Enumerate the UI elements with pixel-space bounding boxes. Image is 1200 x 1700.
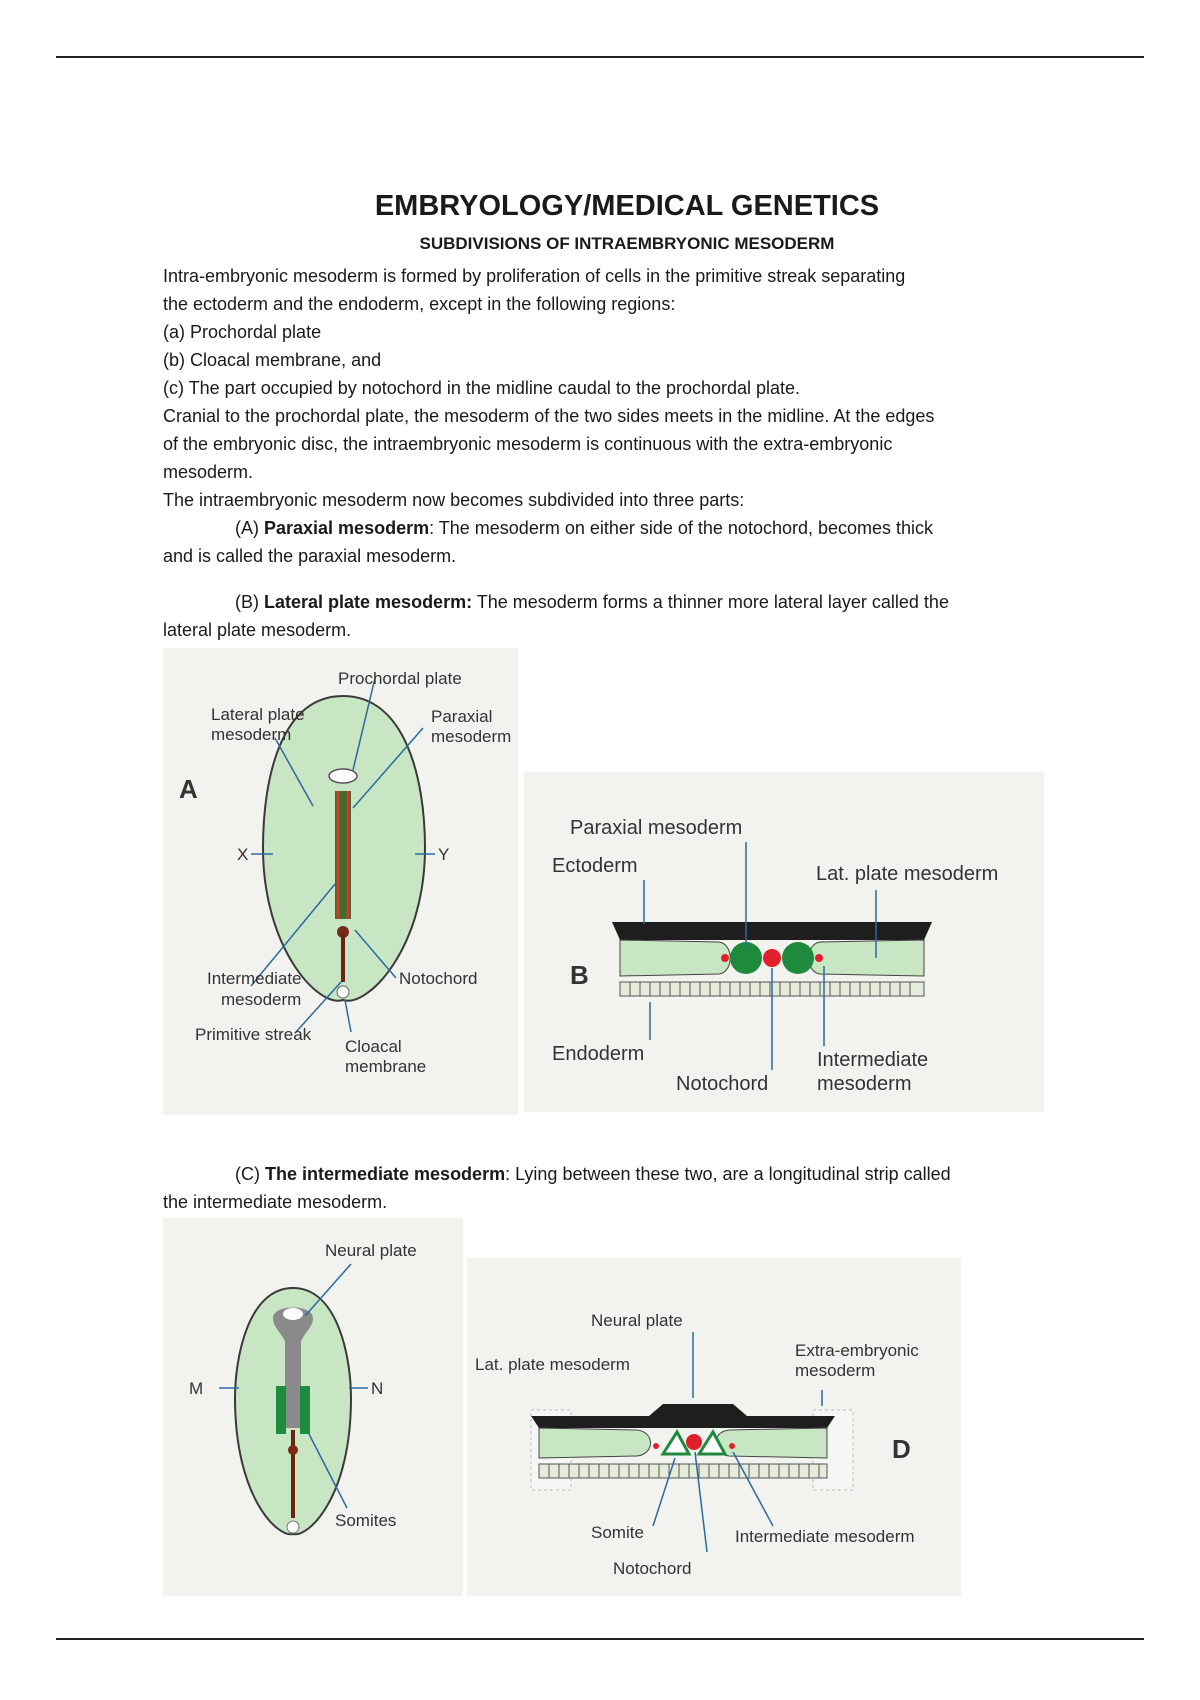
p2-line3: mesoderm.: [163, 462, 254, 482]
paraxial-right-b: [782, 942, 814, 974]
part-a-term: Paraxial mesoderm: [264, 518, 430, 538]
part-c-line1: [163, 1164, 951, 1184]
part-a-line2: and is called the paraxial mesoderm.: [163, 546, 457, 566]
lateral-plate-left-b: [620, 940, 730, 976]
label-neural-plate-d: Neural plate: [591, 1311, 683, 1330]
list-item-c: (c) The part occupied by notochord in the midline caudal to the prochordal plate.: [163, 378, 801, 398]
primitive-node-c: [288, 1445, 298, 1455]
label-intermediate-d: Intermediate mesoderm: [735, 1527, 915, 1546]
label-paraxial-b: Paraxial mesoderm: [570, 817, 743, 839]
intermediate-left-d: [653, 1443, 659, 1449]
prochordal-plate-shape: [329, 769, 357, 783]
label-extra-embryonic-2: mesoderm: [795, 1361, 876, 1380]
label-notochord-d: Notochord: [613, 1559, 692, 1578]
lateral-plate-left-d: [539, 1428, 651, 1458]
p2-line2: of the embryonic disc, the intraembryonic mesoderm is continuous with the extra-embryonic: [163, 434, 893, 454]
label-intermediate-b-1: Intermediate: [817, 1049, 929, 1071]
part-c-paragraph: [163, 1160, 1103, 1216]
part-a-prefix: (A): [235, 518, 264, 538]
label-paraxial-1: Paraxial: [431, 707, 493, 726]
page-subtitle: SUBDIVISIONS OF INTRAEMBRYONIC MESODERM: [419, 234, 835, 253]
figure-d: [467, 1258, 961, 1596]
notochord-b: [763, 949, 781, 967]
part-b-rest: The mesoderm forms a thinner more lateral layer called the: [472, 592, 949, 612]
part-c-line2: the intermediate mesoderm.: [163, 1192, 388, 1212]
p3-line: The intraembryonic mesoderm now becomes subdivided into three parts:: [163, 490, 745, 510]
part-b-line2: lateral plate mesoderm.: [163, 620, 352, 640]
label-extra-embryonic-1: Extra-embryonic: [795, 1341, 919, 1360]
label-ectoderm-b: Ectoderm: [552, 855, 638, 877]
intermediate-right-b: [815, 954, 823, 962]
figure-b: [524, 772, 1044, 1112]
p1-line1: Intra-embryonic mesoderm is formed by proliferation of cells in the primitive streak separating: [163, 266, 906, 286]
lateral-plate-right-b: [809, 940, 924, 976]
part-b-paragraph: [163, 588, 1103, 644]
label-m: M: [189, 1379, 204, 1398]
part-c-term: The intermediate mesoderm: [265, 1164, 506, 1184]
label-notochord-b: Notochord: [676, 1073, 769, 1095]
label-n: N: [371, 1379, 384, 1398]
p2-line1: Cranial to the prochordal plate, the mesoderm of the two sides meets in the midline. At the edges: [163, 406, 935, 426]
part-b-prefix: (B): [235, 592, 264, 612]
figure-a: [163, 648, 518, 1115]
figure-a-letter: A: [179, 774, 198, 804]
label-lat-plate-d: Lat. plate mesoderm: [475, 1355, 630, 1374]
figure-b-letter: B: [570, 960, 589, 990]
label-primitive-streak: Primitive streak: [195, 1025, 312, 1044]
notochord-d: [686, 1434, 702, 1450]
intro-paragraph: [163, 262, 1103, 570]
cloacal-membrane-shape: [337, 986, 349, 998]
page-title: EMBRYOLOGY/MEDICAL GENETICS: [374, 190, 880, 222]
label-lateral-plate-2: mesoderm: [211, 725, 292, 744]
somites-right: [300, 1386, 310, 1434]
part-b-term: Lateral plate mesoderm:: [264, 592, 473, 612]
label-neural-plate-c: Neural plate: [325, 1241, 417, 1260]
label-notochord-a: Notochord: [399, 969, 478, 988]
lateral-plate-right-d: [716, 1428, 828, 1458]
neural-plate-highlight: [283, 1308, 303, 1320]
part-a-rest: : The mesoderm on either side of the notochord, becomes thick: [429, 518, 934, 538]
cloacal-membrane-c: [287, 1521, 299, 1533]
ectoderm-layer-b: [612, 922, 932, 940]
label-lateral-plate-1: Lateral plate: [211, 705, 305, 724]
list-item-a: (a) Prochordal plate: [163, 322, 322, 342]
figure-c: [163, 1218, 463, 1596]
intermediate-right-d: [729, 1443, 735, 1449]
label-intermediate-b-2: mesoderm: [817, 1073, 912, 1095]
label-y: Y: [438, 845, 450, 864]
part-b-line1: [163, 592, 949, 612]
somites-left: [276, 1386, 286, 1434]
label-somite-d: Somite: [591, 1523, 644, 1542]
figure-d-letter: D: [892, 1434, 911, 1464]
top-rule: [56, 56, 1144, 58]
part-a-line1: [163, 518, 933, 538]
part-c-rest: : Lying between these two, are a longitudinal strip called: [505, 1164, 951, 1184]
part-c-prefix: (C): [235, 1164, 265, 1184]
label-endoderm-b: Endoderm: [552, 1043, 645, 1065]
label-prochordal-plate: Prochordal plate: [338, 669, 462, 688]
label-cloacal-1: Cloacal: [345, 1037, 402, 1056]
label-intermediate-1: Intermediate: [207, 969, 302, 988]
list-item-b: (b) Cloacal membrane, and: [163, 350, 382, 370]
label-intermediate-2: mesoderm: [221, 990, 302, 1009]
label-paraxial-2: mesoderm: [431, 727, 512, 746]
bottom-rule: [56, 1638, 1144, 1640]
label-x: X: [237, 845, 249, 864]
label-cloacal-2: membrane: [345, 1057, 427, 1076]
intermediate-left-b: [721, 954, 729, 962]
p1-line2: the ectoderm and the endoderm, except in the following regions:: [163, 294, 676, 314]
label-somites: Somites: [335, 1511, 397, 1530]
label-lat-plate-b: Lat. plate mesoderm: [816, 863, 999, 885]
endoderm-layer-d: [539, 1464, 827, 1478]
